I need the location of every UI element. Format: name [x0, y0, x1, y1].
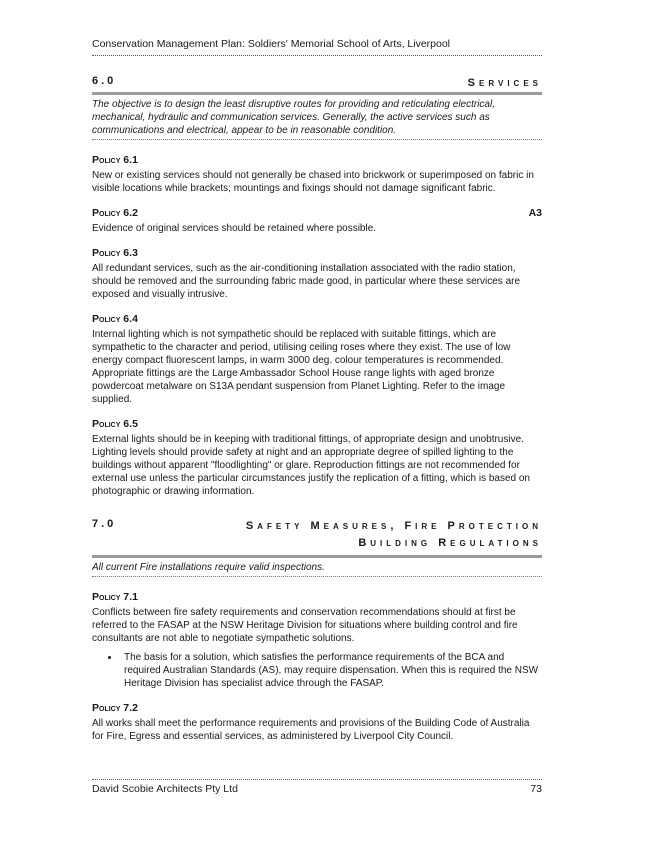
page-header: Conservation Management Plan: Soldiers' Memorial School of Arts, Liverpool — [92, 38, 451, 50]
section-title: Services — [467, 77, 542, 89]
section-title-line-2: Building Regulations — [358, 537, 542, 549]
policy-text: All works shall meet the performance requirements and provisions of the Building Code of Australia for Fire, Egress and essential services, as administered by Liverpool City Council. — [92, 718, 530, 742]
policy-label: Policy 6.2 — [92, 207, 138, 219]
policy-heading-7-1 — [92, 591, 542, 603]
policy-text: Internal lighting which is not sympathetic should be replaced with suitable fittings, which are sympathetic to the character and period, utilising ceiling roses where they exist. The use of low energy compact fluorescent lamps, in warm 3000 deg. colour temperatures is recommended. Appropriate fittings are the Large Ambassador School House range lights with aged bronze powdercoat metalware on S13A pendant suspension from Planet Lighting. Refer to the image supplied. — [92, 329, 511, 405]
section-number: 6.0 — [92, 75, 117, 87]
section-title-line-1: Safety Measures, Fire Protection — [245, 520, 542, 532]
policy-heading-6-5 — [92, 418, 542, 430]
page-number: 73 — [530, 783, 542, 795]
section-objective: All current Fire installations require valid inspections. — [92, 558, 542, 577]
policy-heading-6-2 — [92, 207, 542, 219]
policy-text: All redundant services, such as the air-conditioning installation associated with the radio station, should be removed and the surrounding fabric made good, in particular where these services are exposed and visually intrusive. — [92, 263, 521, 300]
policy-text: New or existing services should not generally be chased into brickwork or superimposed on fabric in visible locations while brackets; mountings and fixings should not damage significant fabric. — [92, 170, 534, 194]
footer-company: David Scobie Architects Pty Ltd — [92, 783, 238, 795]
policy-text: External lights should be in keeping with traditional fittings, of appropriate design and unobtrusive. Lighting levels should provide safety at night and an appropriate degree of spilled lighting to the buildings without apparent "floodlighting" or glare. Reproduction fittings are not recommended for external use unless the particular circumstances justify the replication of a fitting, which is based on photographic or drawing information. — [92, 434, 530, 497]
section-number: 7.0 — [92, 518, 117, 530]
section-heading-7 — [92, 518, 542, 558]
bullet-list — [92, 651, 542, 690]
policy-text: Evidence of original services should be retained where possible. — [92, 223, 377, 234]
header-divider — [92, 55, 542, 56]
policy-heading-6-4 — [92, 313, 542, 325]
policy-label: Policy 6.3 — [92, 247, 138, 259]
page-content — [92, 75, 542, 755]
policy-tag: A3 — [528, 207, 542, 219]
policy-text: Conflicts between fire safety requirements and conservation recommendations should at first be referred to the FASAP at the NSW Heritage Division for situations where building control and fire consultants are not able to negotiate sympathetic solutions. — [92, 607, 518, 644]
policy-label: Policy 6.1 — [92, 154, 138, 166]
section-heading-6 — [92, 75, 542, 95]
policy-label: Policy 6.4 — [92, 313, 138, 325]
section-objective: The objective is to design the least disruptive routes for providing and reticulating electrical, mechanical, hydraulic and communication services. Generally, the active services such as communications and electrical, appear to be in reasonable condition. — [92, 95, 542, 140]
policy-label: Policy 7.2 — [92, 702, 138, 714]
policy-heading-7-2 — [92, 702, 542, 714]
footer-divider — [92, 779, 542, 780]
policy-label: Policy 7.1 — [92, 591, 138, 603]
policy-label: Policy 6.5 — [92, 418, 138, 430]
list-item: • The basis for a solution, which satisfies the performance requirements of the BCA and required Australian Standards (AS), may require dispensation. When this is required the NSW Heritage Division has specialist advice through the FASAP. — [120, 651, 542, 690]
policy-heading-6-1 — [92, 154, 542, 166]
policy-heading-6-3 — [92, 247, 542, 259]
